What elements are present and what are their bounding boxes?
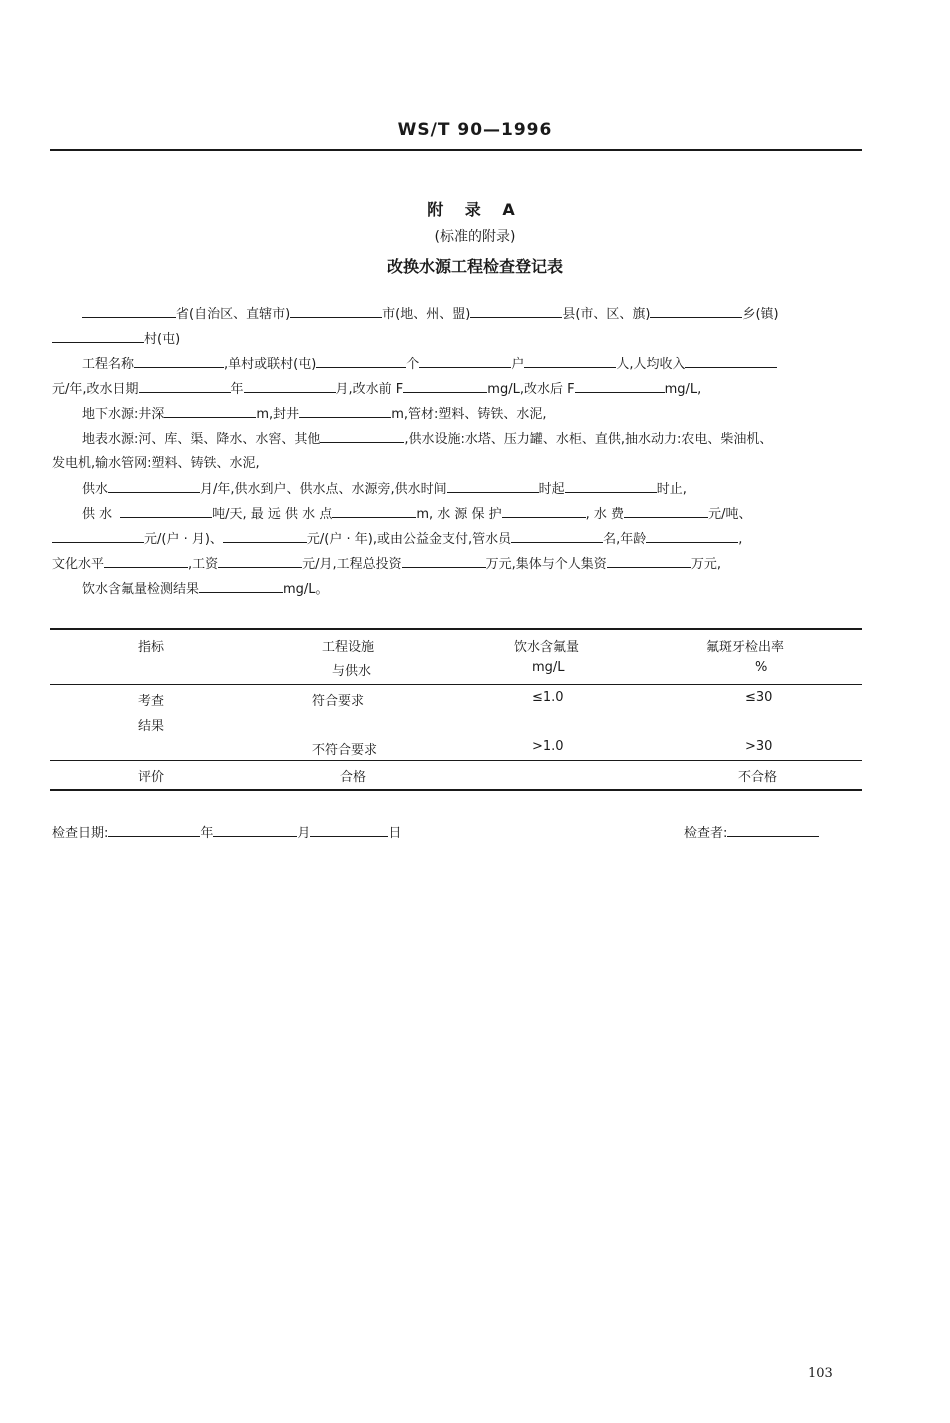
label: 万元, [690,557,721,572]
header-indicator: 指标 [138,640,165,655]
farthest-point-blank[interactable] [332,503,416,518]
collective-funds-blank[interactable] [607,553,691,568]
label: 文化水平 [52,557,105,572]
evaluation-top-rule [50,760,862,761]
row-compliant-fluoride: ≤1.0 [532,690,564,705]
improve-year-blank[interactable] [139,378,231,393]
label: 个 [406,357,420,372]
label: mg/L。 [283,582,329,597]
household-count-blank[interactable] [419,353,511,368]
label: 户 [511,357,525,372]
row-compliant-dental: ≤30 [745,690,773,705]
water-fee-blank[interactable] [624,503,708,518]
label: ,单村或联村(屯) [224,357,317,372]
label: 元/吨、 [708,507,752,522]
form-line-location [52,303,862,325]
salary-blank[interactable] [218,553,302,568]
label: 村(屯) [144,332,181,347]
header-facility-2: 与供水 [332,664,372,679]
village-blank[interactable] [52,328,144,343]
label: 元/(户 · 年),或由公益金支付,管水员 [306,532,512,547]
form-line-fees [52,528,862,550]
appendix-title: 附 录 A [427,200,523,219]
income-blank[interactable] [685,353,777,368]
appendix-subtitle: (标准的附录) [434,229,516,245]
header-fluoride: 饮水含氟量 [514,640,580,655]
form-line-village [52,328,862,350]
label: 吨/天, 最 远 供 水 点 [212,507,333,522]
form-line-groundwater [82,403,862,425]
supply-start-blank[interactable] [447,478,539,493]
label: 地表水源:河、库、渠、降水、水窖、其他 [82,432,321,447]
evaluation-pass: 合格 [340,770,367,785]
county-blank[interactable] [470,303,562,318]
project-name-blank[interactable] [134,353,224,368]
table-bottom-rule [50,789,862,791]
label: 元/(户 · 月)、 [144,532,223,547]
label: 日 [388,826,402,841]
label: 发电机,输水管网:塑料、铸铁、水泥, [52,456,260,471]
result-label-2: 结果 [138,719,165,734]
label: 年 [230,382,244,397]
label: 供 水 [82,507,113,522]
row-noncompliant-fluoride: >1.0 [532,739,564,754]
total-investment-blank[interactable] [402,553,486,568]
form-line-pipes [52,453,862,475]
well-depth-blank[interactable] [164,403,256,418]
label: m,封井 [256,407,300,422]
standard-code: WS/T 90—1996 [397,120,553,140]
form-line-project [82,353,862,375]
inspector [684,822,864,844]
inspector-blank[interactable] [727,822,819,837]
row-noncompliant-dental: >30 [745,739,773,754]
inspection-date-label: 检查日期: [52,826,109,841]
form-line-test-result [82,578,862,600]
province-blank[interactable] [82,303,176,318]
label: , 水 费 [585,507,625,522]
supply-end-blank[interactable] [565,478,657,493]
result-label: 考查 [138,694,165,709]
village-count-blank[interactable] [316,353,406,368]
label: 工程名称 [82,357,135,372]
form-line-surfacewater [82,428,862,450]
header-fluoride-unit: mg/L [532,660,565,675]
evaluation-label: 评价 [138,770,165,785]
header-dental-fluorosis: 氟斑牙检出率 [706,640,785,655]
label: 时止, [656,482,687,497]
label: 月,改水前 F [335,382,404,397]
label: ,工资 [188,557,219,572]
header-dental-unit: % [755,660,768,675]
monthly-fee-blank[interactable] [52,528,144,543]
label: 月/年,供水到户、供水点、水源旁,供水时间 [200,482,447,497]
label: , [738,532,743,547]
label: 元/年,改水日期 [52,382,139,397]
row-compliant-facility: 符合要求 [312,694,365,709]
label: 年 [200,826,214,841]
header-divider [50,149,862,151]
township-blank[interactable] [650,303,742,318]
label: mg/L, [664,382,702,397]
fluoride-before-blank[interactable] [403,378,487,393]
form-line-date-fluoride [52,378,862,400]
label: 元/月,工程总投资 [302,557,402,572]
label: 市(地、州、盟) [382,307,471,322]
population-blank[interactable] [524,353,616,368]
form-line-supply-volume [82,503,862,525]
manager-count-blank[interactable] [511,528,603,543]
label: 饮水含氟量检测结果 [82,582,200,597]
label: 县(市、区、旗) [562,307,651,322]
label: m,管材:塑料、铸铁、水泥, [391,407,547,422]
table-top-rule [50,628,862,630]
fluoride-after-blank[interactable] [575,378,665,393]
form-line-investment [52,553,862,575]
source-protection-blank[interactable] [502,503,586,518]
evaluation-fail: 不合格 [738,770,778,785]
label: m, 水 源 保 护 [416,507,502,522]
improve-month-blank[interactable] [244,378,336,393]
inspection-year-blank[interactable] [108,822,200,837]
supply-volume-blank[interactable] [120,503,212,518]
city-blank[interactable] [290,303,382,318]
supply-months-blank[interactable] [108,478,200,493]
well-seal-blank[interactable] [299,403,391,418]
label: 名,年龄 [603,532,647,547]
label: 乡(镇) [742,307,779,322]
inspector-label: 检查者: [684,826,728,841]
label: 人,人均收入 [616,357,686,372]
inspection-day-blank[interactable] [310,822,388,837]
label: 供水 [82,482,109,497]
inspection-month-blank[interactable] [213,822,297,837]
yearly-fee-blank[interactable] [223,528,307,543]
fluoride-result-blank[interactable] [199,578,283,593]
form-title: 改换水源工程检查登记表 [386,257,563,276]
other-source-blank[interactable] [320,428,404,443]
label: 月 [297,826,311,841]
manager-age-blank[interactable] [646,528,738,543]
label: 万元,集体与个人集资 [485,557,607,572]
header-bottom-rule [50,684,862,685]
row-noncompliant-facility: 不符合要求 [312,743,378,758]
header-facility: 工程设施 [322,640,375,655]
label: 地下水源:井深 [82,407,165,422]
form-line-supply-time [82,478,862,500]
label: 时起 [538,482,565,497]
label: 省(自治区、直辖市) [176,307,291,322]
label: mg/L,改水后 F [487,382,575,397]
label: ,供水设施:水塔、压力罐、水柜、直供,抽水动力:农电、柴油机、 [404,432,773,447]
page-number: 103 [808,1366,833,1381]
education-blank[interactable] [104,553,188,568]
